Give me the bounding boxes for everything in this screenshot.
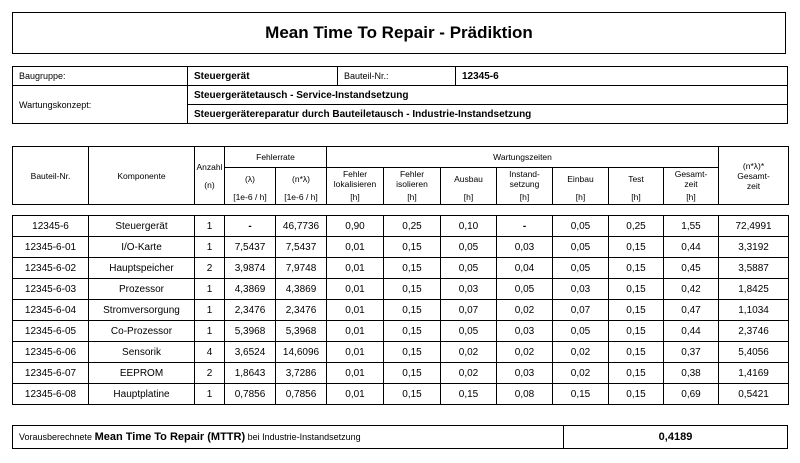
col-ausbau: Ausbau — [441, 168, 497, 191]
wartung-label: Wartungskonzept: — [13, 86, 188, 124]
table-cell: Sensorik — [89, 342, 195, 363]
fl-line2: lokalisieren — [333, 179, 377, 189]
table-cell: 0,02 — [497, 342, 553, 363]
table-cell: 0,05 — [553, 237, 609, 258]
fl-line1: Fehler — [342, 169, 368, 179]
table-cell: 0,01 — [327, 363, 384, 384]
col-fehler-isolieren — [384, 168, 441, 191]
table-cell: 0,15 — [384, 258, 441, 279]
table-cell: 0,15 — [609, 342, 664, 363]
table-cell: Hauptplatine — [89, 384, 195, 405]
footer-table — [12, 425, 788, 449]
table-cell: 0,05 — [497, 279, 553, 300]
fi-line2: isolieren — [396, 179, 428, 189]
table-cell: 0,7856 — [276, 384, 327, 405]
table-cell: 0,01 — [327, 258, 384, 279]
table-cell: 0,02 — [497, 300, 553, 321]
col-anzahl-label: Anzahl — [196, 161, 223, 172]
table-cell: 0,02 — [553, 342, 609, 363]
table-cell: 1 — [195, 384, 225, 405]
table-cell: 0,15 — [553, 384, 609, 405]
table-cell: 0,25 — [384, 216, 441, 237]
table-row — [13, 300, 789, 321]
table-cell: 0,15 — [609, 279, 664, 300]
table-cell: 1,4169 — [719, 363, 789, 384]
table-cell: 0,15 — [609, 258, 664, 279]
table-cell: 7,5437 — [276, 237, 327, 258]
table-cell: I/O-Karte — [89, 237, 195, 258]
fi-line1: Fehler — [399, 169, 425, 179]
col-wartungszeiten: Wartungszeiten — [327, 147, 719, 168]
table-row — [13, 258, 789, 279]
col-bauteil-nr: Bauteil-Nr. — [13, 147, 89, 205]
table-cell: 7,9748 — [276, 258, 327, 279]
table-cell: 12345-6-06 — [13, 342, 89, 363]
table-cell: 3,6524 — [225, 342, 276, 363]
konzept-service: Steuergerätetausch - Service-Instandsetzung — [188, 86, 788, 105]
baugruppe-label: Baugruppe: — [13, 67, 188, 86]
table-cell: 0,02 — [553, 363, 609, 384]
table-cell: 0,05 — [553, 216, 609, 237]
nl-gesamt-line3: zeit — [746, 180, 761, 191]
col-fehler-lokalisieren — [327, 168, 384, 191]
col-gesamtzeit — [664, 168, 719, 191]
table-cell: 0,03 — [497, 363, 553, 384]
table-cell: 0,15 — [609, 237, 664, 258]
table-cell: 2,3746 — [719, 321, 789, 342]
table-cell: 1,1034 — [719, 300, 789, 321]
table-row — [13, 237, 789, 258]
col-anzahl-unit: (n) — [204, 179, 215, 190]
col-fehlerrate: Fehlerrate — [225, 147, 327, 168]
table-cell: - — [497, 216, 553, 237]
table-cell: 2,3476 — [276, 300, 327, 321]
table-cell: 5,4056 — [719, 342, 789, 363]
table-cell: 12345-6 — [13, 216, 89, 237]
table-cell: 1 — [195, 321, 225, 342]
table-cell: 0,10 — [441, 216, 497, 237]
baugruppe-value: Steuergerät — [188, 67, 338, 86]
table-cell: 1 — [195, 216, 225, 237]
table-cell: Prozessor — [89, 279, 195, 300]
table-cell: 72,4991 — [719, 216, 789, 237]
col-anzahl — [195, 147, 225, 205]
unit-n-lambda: [1e-6 / h] — [276, 190, 327, 205]
table-cell: 0,08 — [497, 384, 553, 405]
table-cell: 0,15 — [609, 363, 664, 384]
is-line2: setzung — [509, 179, 540, 189]
unit-h: [h] — [497, 190, 553, 205]
table-cell: EEPROM — [89, 363, 195, 384]
table-cell: 3,3192 — [719, 237, 789, 258]
table-cell: 0,07 — [441, 300, 497, 321]
bauteil-label: Bauteil-Nr.: — [338, 67, 456, 86]
table-cell: 0,03 — [497, 237, 553, 258]
table-cell: 0,15 — [384, 300, 441, 321]
table-cell: 3,5887 — [719, 258, 789, 279]
gz-line2: zeit — [684, 179, 698, 189]
table-cell: 12345-6-02 — [13, 258, 89, 279]
meta-table — [12, 66, 788, 124]
table-cell: Stromversorgung — [89, 300, 195, 321]
table-cell: 0,07 — [553, 300, 609, 321]
table-cell: 0,05 — [441, 258, 497, 279]
table-cell: Co-Prozessor — [89, 321, 195, 342]
mttr-suffix: bei Industrie-Instandsetzung — [245, 432, 361, 442]
table-cell: 0,37 — [664, 342, 719, 363]
table-cell: 0,03 — [441, 279, 497, 300]
table-cell: 0,01 — [327, 384, 384, 405]
table-cell: 0,15 — [384, 279, 441, 300]
table-cell: 4,3869 — [225, 279, 276, 300]
mttr-table — [12, 146, 789, 405]
table-cell: 1,8425 — [719, 279, 789, 300]
table-row — [13, 342, 789, 363]
table-cell: 12345-6-04 — [13, 300, 89, 321]
table-cell: 12345-6-08 — [13, 384, 89, 405]
mttr-value: 0,4189 — [564, 426, 788, 449]
table-cell: 0,44 — [664, 321, 719, 342]
table-cell: 1 — [195, 279, 225, 300]
table-cell: 0,01 — [327, 321, 384, 342]
unit-h: [h] — [553, 190, 609, 205]
gz-line1: Gesamt- — [674, 169, 708, 179]
table-cell: 0,01 — [327, 300, 384, 321]
unit-lambda: [1e-6 / h] — [225, 190, 276, 205]
col-komponente: Komponente — [89, 147, 195, 205]
table-cell: 0,03 — [553, 279, 609, 300]
table-cell: 1 — [195, 237, 225, 258]
table-cell: 12345-6-05 — [13, 321, 89, 342]
mttr-prefix: Vorausberechnete — [19, 432, 95, 442]
unit-h: [h] — [327, 190, 384, 205]
table-cell: 0,15 — [384, 237, 441, 258]
table-cell: 4,3869 — [276, 279, 327, 300]
table-cell: 0,05 — [441, 321, 497, 342]
table-cell: 0,15 — [384, 363, 441, 384]
table-cell: 0,05 — [441, 237, 497, 258]
col-n-lambda: (n*λ) — [276, 168, 327, 191]
table-cell: 0,7856 — [225, 384, 276, 405]
table-cell: 0,90 — [327, 216, 384, 237]
table-cell: 12345-6-07 — [13, 363, 89, 384]
col-nl-gesamtzeit — [719, 147, 789, 205]
table-cell: 0,45 — [664, 258, 719, 279]
mttr-label — [13, 426, 564, 449]
konzept-industrie: Steuergerätereparatur durch Bauteiletausch - Industrie-Instandsetzung — [188, 105, 788, 124]
table-cell: 0,69 — [664, 384, 719, 405]
unit-h: [h] — [441, 190, 497, 205]
table-cell: 0,47 — [664, 300, 719, 321]
nl-gesamt-line1: (n*λ)* — [742, 160, 765, 171]
col-test: Test — [609, 168, 664, 191]
table-body — [13, 216, 789, 405]
table-cell: 0,15 — [609, 300, 664, 321]
table-cell: 0,15 — [609, 321, 664, 342]
table-cell: 2,3476 — [225, 300, 276, 321]
table-cell: Hauptspeicher — [89, 258, 195, 279]
table-cell: Steuergerät — [89, 216, 195, 237]
table-cell: 0,15 — [384, 384, 441, 405]
table-cell: 0,03 — [497, 321, 553, 342]
table-cell: 0,15 — [441, 384, 497, 405]
table-cell: 1,8643 — [225, 363, 276, 384]
table-row — [13, 321, 789, 342]
table-cell: 2 — [195, 363, 225, 384]
table-row — [13, 279, 789, 300]
table-cell: 0,44 — [664, 237, 719, 258]
unit-h: [h] — [384, 190, 441, 205]
table-cell: 1 — [195, 300, 225, 321]
unit-h: [h] — [609, 190, 664, 205]
table-cell: 0,05 — [553, 321, 609, 342]
spacer-row — [13, 205, 789, 216]
table-cell: 2 — [195, 258, 225, 279]
table-cell: 0,02 — [441, 363, 497, 384]
bauteil-value: 12345-6 — [456, 67, 788, 86]
unit-h: [h] — [664, 190, 719, 205]
table-cell: 0,42 — [664, 279, 719, 300]
mttr-title: Mean Time To Repair (MTTR) — [94, 431, 246, 443]
page-title: Mean Time To Repair - Prädiktion — [12, 12, 786, 54]
table-cell: 0,05 — [553, 258, 609, 279]
table-cell: 0,25 — [609, 216, 664, 237]
is-line1: Instand- — [509, 169, 540, 179]
table-cell: 4 — [195, 342, 225, 363]
table-cell: 0,04 — [497, 258, 553, 279]
table-cell: 14,6096 — [276, 342, 327, 363]
table-cell: 5,3968 — [225, 321, 276, 342]
table-row — [13, 216, 789, 237]
col-lambda: (λ) — [225, 168, 276, 191]
table-row — [13, 384, 789, 405]
table-cell: 46,7736 — [276, 216, 327, 237]
col-instandsetzung — [497, 168, 553, 191]
table-cell: 0,01 — [327, 342, 384, 363]
table-row — [13, 363, 789, 384]
table-cell: 12345-6-03 — [13, 279, 89, 300]
table-cell: 7,5437 — [225, 237, 276, 258]
table-cell: - — [225, 216, 276, 237]
table-cell: 0,5421 — [719, 384, 789, 405]
table-cell: 3,7286 — [276, 363, 327, 384]
nl-gesamt-line2: Gesamt- — [737, 170, 770, 181]
table-cell: 0,15 — [384, 321, 441, 342]
col-einbau: Einbau — [553, 168, 609, 191]
table-cell: 0,38 — [664, 363, 719, 384]
table-cell: 1,55 — [664, 216, 719, 237]
table-cell: 12345-6-01 — [13, 237, 89, 258]
table-cell: 0,02 — [441, 342, 497, 363]
table-cell: 5,3968 — [276, 321, 327, 342]
table-cell: 0,01 — [327, 279, 384, 300]
table-cell: 0,15 — [609, 384, 664, 405]
table-cell: 0,15 — [384, 342, 441, 363]
table-cell: 3,9874 — [225, 258, 276, 279]
table-cell: 0,01 — [327, 237, 384, 258]
